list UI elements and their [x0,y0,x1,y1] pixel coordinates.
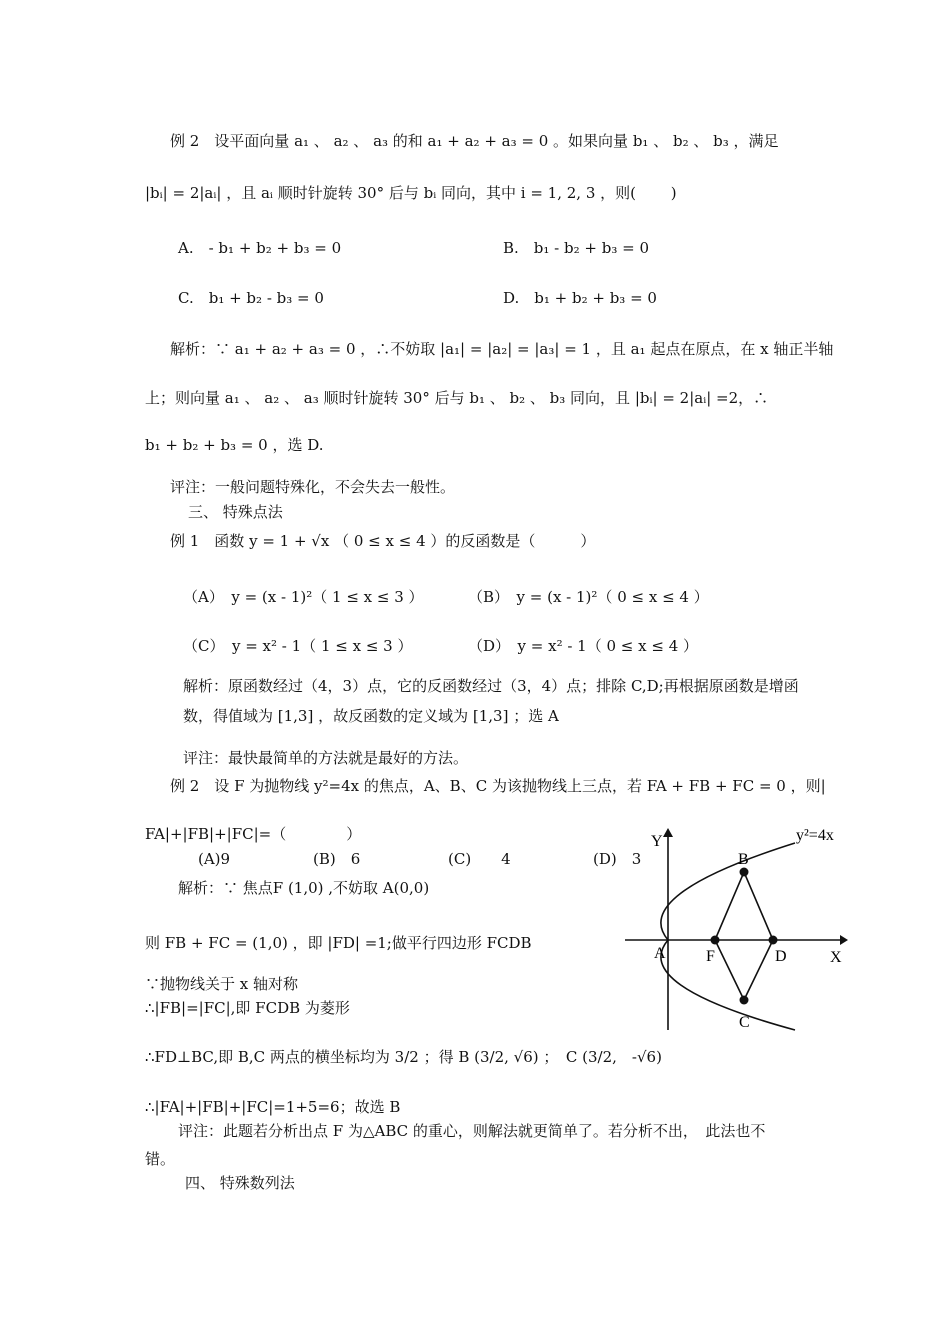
parabola-solution-line4 [145,997,350,1019]
parabola-solution-line1-text: 解析：∵ 焦点F (1,0) ,不妨取 A(0,0) [178,879,430,897]
point-d-dot [769,936,778,945]
ex2-option-b [503,237,649,259]
ex2-solution-line3 [145,434,324,456]
ex2-option-a-text: A. - b₁ + b₂ + b₃ = 0 [178,239,342,257]
ex2-option-c [178,287,324,309]
parabola-solution-line5 [145,1046,662,1068]
sec3-solution-line1-text: 解析：原函数经过（4，3）点，它的反函数经过（3，4）点；排除 C,D;再根据原函数是增函 [183,677,799,695]
section3-heading [188,501,283,523]
parabola-solution-line5-text: ∴FD⊥BC,即 B,C 两点的横坐标均为 3/2 ；得 B (3/2, √6) ； C (3/2, -√6) [145,1048,662,1066]
section4-heading [185,1172,295,1194]
parabola-comment-line1-text: 评注：此题若分析出点 F 为△ABC 的重心，则解法就更简单了。若分析不出， 此法也不 [178,1122,766,1140]
sec3-option-a [183,586,424,608]
ex2-vector-line1-text: 例 2 设平面向量 a₁ 、 a₂ 、 a₃ 的和 a₁ + a₂ + a₃ = 0 。如果向量 b₁ 、 b₂ 、 b₃ ，满足 [170,132,779,150]
ex2-solution-line2-text: 上；则向量 a₁ 、 a₂ 、 a₃ 顺时针旋转 30° 后与 b₁ 、 b₂ 、 b₃ 同向，且 |bᵢ| = 2|aᵢ| =2，∴ [145,389,769,407]
ex2-option-c-text: C. b₁ + b₂ - b₃ = 0 [178,289,324,307]
sec3-solution-line1 [183,675,799,697]
parabola-comment-line2-text: 错。 [145,1150,176,1168]
ex2-vector-line2 [145,182,677,204]
y-axis-label: Y [651,833,663,850]
point-f-label: F [706,948,715,965]
ex2-option-d [503,287,657,309]
ex2-solution-line1-text: 解析：∵ a₁ + a₂ + a₃ = 0 ，∴不妨取 |a₁| = |a₂| = |a₃| = 1 ，且 a₁ 起点在原点，在 x 轴正半轴 [170,340,834,358]
section3-heading-text: 三、 特殊点法 [188,503,283,521]
sec3-option-c-text: （C） y = x² - 1（ 1 ≤ x ≤ 3 ） [183,637,413,655]
ex2-option-a [178,237,341,259]
parabola-solution-line6-text: ∴|FA|+|FB|+|FC|=1+5=6；故选 B [145,1098,401,1116]
point-a-label: A [654,945,666,962]
parabola-option-b [313,848,360,870]
parabola-solution-line1 [178,877,429,899]
sec3-ex1-question [170,530,595,552]
sec3-option-a-text: （A） y = (x - 1)²（ 1 ≤ x ≤ 3 ） [183,588,424,606]
point-b-label: B [738,851,749,868]
parabola-solution-line6 [145,1096,400,1118]
parabola-solution-line4-text: ∴|FB|=|FC|,即 FCDB 为菱形 [145,999,350,1017]
parabola-option-c-text: (C) 4 [448,850,511,868]
ex2-solution-line3-text: b₁ + b₂ + b₃ = 0 ，选 D. [145,436,324,454]
ex2-option-b-text: B. b₁ - b₂ + b₃ = 0 [503,239,649,257]
parabola-question-line2-text: FA|+|FB|+|FC|=（ ） [145,825,362,843]
ex2-option-d-text: D. b₁ + b₂ + b₃ = 0 [503,289,657,307]
x-axis-arrow [840,935,848,945]
ex2-solution-line1 [170,338,833,360]
sec3-option-c [183,635,412,657]
parabola-figure [620,825,850,1035]
ex2-vector-line2-text: |bᵢ| = 2|aᵢ| ，且 aᵢ 顺时针旋转 30° 后与 bᵢ 同向，其中 i = 1, 2, 3 ，则( ) [145,184,677,202]
parabola-solution-line3 [145,973,298,995]
parabola-option-a [198,848,230,870]
parabola-question-line2 [145,823,361,845]
parabola-option-a-text: (A)9 [198,850,231,868]
parabola-solution-line2-text: 则 FB + FC = (1,0) ，即 |FD| =1;做平行四边形 FCDB [145,934,532,952]
rhombus-fbdc [715,872,773,1000]
sec3-option-d-text: （D） y = x² - 1（ 0 ≤ x ≤ 4 ） [468,637,699,655]
y-axis-arrow [663,828,673,837]
point-c-label: C [739,1014,750,1031]
ex2-vector-line1 [170,130,810,152]
parabola-comment-line1 [178,1120,765,1142]
sec3-solution-line2-text: 数，得值域为 [1,3] ，故反函数的定义域为 [1,3] ；选 A [183,707,559,725]
parabola-solution-line3-text: ∵抛物线关于 x 轴对称 [145,975,298,993]
ex2-comment-text: 评注：一般问题特殊化，不会失去一般性。 [170,478,456,496]
sec3-comment-text: 评注：最快最简单的方法就是最好的方法。 [183,749,469,767]
point-d-label: D [775,948,787,965]
parabola-question-line1 [170,775,826,797]
curve-label: y²=4x [796,827,834,844]
point-c-dot [740,996,749,1005]
parabola-solution-line2 [145,932,532,954]
parabola-comment-line2 [145,1148,175,1170]
sec3-solution-line2 [183,705,559,727]
sec3-option-b-text: （B） y = (x - 1)²（ 0 ≤ x ≤ 4 ） [468,588,709,606]
x-axis-label: X [830,949,842,966]
ex2-solution-line2 [145,387,768,409]
parabola-option-d-text: (D) 3 [593,850,642,868]
section4-heading-text: 四、 特殊数列法 [185,1174,295,1192]
point-b-dot [740,868,749,877]
sec3-ex1-question-text: 例 1 函数 y = 1 + √x （ 0 ≤ x ≤ 4 ）的反函数是（ ） [170,532,596,550]
ex2-comment [170,476,455,498]
point-f-dot [711,936,720,945]
parabola-option-b-text: (B) 6 [313,850,361,868]
parabola-question-line1-text: 例 2 设 F 为抛物线 y²=4x 的焦点，A、B、C 为该抛物线上三点，若 FA + FB + FC = 0 ，则| [170,777,826,795]
parabola-option-c [448,848,511,870]
sec3-comment [183,747,468,769]
sec3-option-b [468,586,709,608]
sec3-option-d [468,635,698,657]
